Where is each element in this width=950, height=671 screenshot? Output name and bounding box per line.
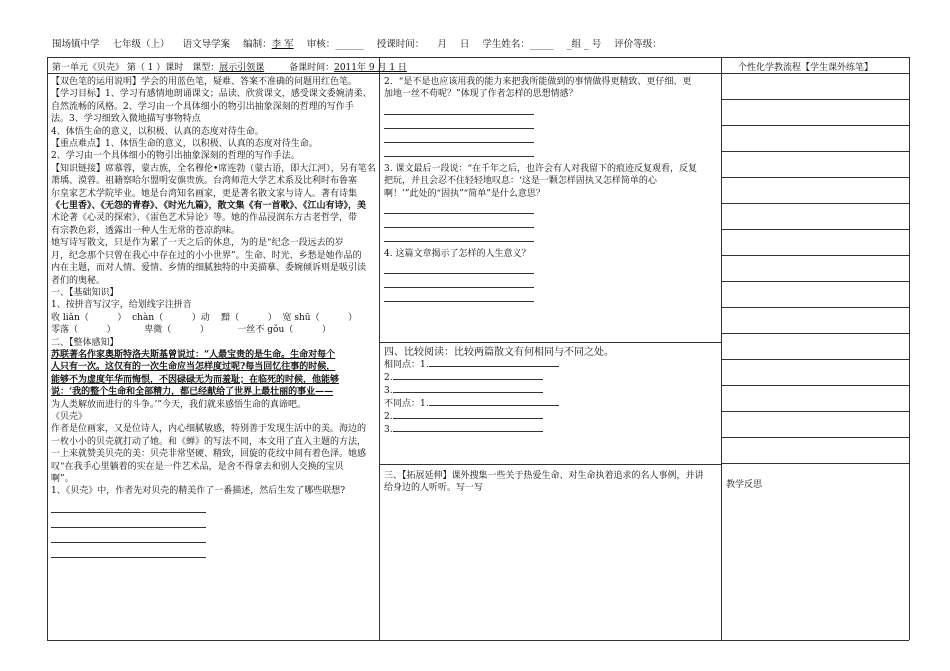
knowledge-line: 《七里香》、《无怨的青春》、《时光九篇》，散文集《有一首歌》、《江山有诗》，美 <box>51 201 367 212</box>
question-2: 加地一丝不苟呢？”体现了作者怎样的思想情感？ <box>384 89 578 100</box>
comparison-section <box>384 346 718 437</box>
answer-line[interactable] <box>384 200 534 214</box>
answer-line[interactable] <box>51 528 206 543</box>
page-header <box>52 36 672 50</box>
left-column <box>51 76 377 558</box>
reflection-area[interactable] <box>721 490 909 640</box>
author-line: 叹“在我手心里躺着的实在是一件艺术品，是舍不得拿去和别人交换的宝贝 <box>51 461 344 472</box>
knowledge-line: 有宗教色彩，透露出一种人生无常的苍凉韵味。 <box>51 225 241 236</box>
answer-line[interactable] <box>51 513 206 528</box>
section1-title: 一、【基础知识】 <box>51 287 119 298</box>
editor-name: 李 军 <box>271 39 294 50</box>
goals-line: 法。3、学习细致入微地描写事物特点 <box>51 114 201 125</box>
answer-line[interactable] <box>384 288 534 302</box>
author-line: 一枚小小的贝壳就打动了她。和《蝉》的写法不同，本文用了直入主题的方法， <box>51 436 367 447</box>
quote-line: 苏联著名作家奥斯特洛夫斯基曾说过：“人最宝贵的是生命。生命对每个 <box>51 349 336 360</box>
answer-line[interactable] <box>384 129 534 143</box>
answer-line[interactable] <box>51 498 206 513</box>
middle-column <box>384 76 718 302</box>
section4-title: 四、比较阅读：比较两篇散文有何相同与不同之处。 <box>384 347 614 358</box>
quote-line: 人只有一次。这仅有的一次生命应当怎样度过呢?每当回忆往事的时候， <box>51 362 336 373</box>
info-row <box>52 60 407 73</box>
question-4: 4. 这篇文章揭示了怎样的人生意义？ <box>384 249 531 260</box>
extension-section <box>384 470 718 495</box>
same-label: 相同点：1. <box>384 360 429 370</box>
pinyin-row[interactable]: 零落（ ） 卑微（ ） 一丝不 gǒu（ ） <box>51 325 331 336</box>
answer-line[interactable] <box>429 405 559 406</box>
item-2: 2. <box>384 412 393 422</box>
answer-line[interactable] <box>429 366 559 367</box>
goals-line: 4、体悟生命的意义，以积极、认真的态度对待生命。 <box>51 126 264 137</box>
knowledge-line: 内在主题，而对人情、爱情、乡情的细腻独特的中美描摹、委婉倾诉则是吸引读 <box>51 263 367 274</box>
knowledge-line: 者们的奥秘。 <box>51 275 106 286</box>
extension-line: 给身边的人听听。写一写 <box>384 483 484 494</box>
answer-line[interactable] <box>384 101 534 115</box>
knowledge-line: 萧瑀、漠蓉。祖籍察哈尔盟明安旗贵族。台湾师范大学艺术系及比利时布鲁塞 <box>51 176 358 187</box>
answer-line[interactable] <box>393 392 543 393</box>
knowledge-line: 术论著《心灵的探索》、《雷色艺术异论》等。她的作品浸润东方古老哲学，带 <box>51 213 358 224</box>
student-blank[interactable]: _____ <box>529 39 554 50</box>
pinyin-question: 1、按拼音写汉字，给划线字注拼音 <box>51 300 192 311</box>
knowledge-line: 她写诗写散文，只是作为累了一天之后的休息，为的是“纪念一段远去的岁 <box>51 238 344 249</box>
knowledge-line: 月，纪念那个只曾在我心中存在过的小小世界”。生命、时光、乡愁是她作品的 <box>51 250 362 261</box>
grade: 七年级（上） <box>112 39 170 50</box>
doc-type: 语文导学案 <box>182 39 231 50</box>
reviewer-label: 审核： <box>306 39 336 50</box>
answer-line[interactable] <box>393 431 543 432</box>
month-label: 月 <box>437 39 447 50</box>
eval-label: 评价等级： <box>614 39 662 50</box>
author-line: 一上来就赞美贝壳的美：贝壳非常坚硬、精致，回旋的花纹中间有着色泽。她感 <box>51 449 367 460</box>
quote-line: 说：‘我的整个生命和全部精力，都已经献给了世界上最壮丽的事业—— <box>51 387 334 398</box>
pinyin-row[interactable]: 收 liǎn（ ） chàn（ ）动 黯（ ） 宽 shū（ ） <box>51 312 358 323</box>
section2-title: 二、【整体感知】 <box>51 337 119 348</box>
quote-line: 能够不为虚度年华而悔恨，不因碌碌无为而羞耻；在临死的时候，他能够 <box>51 374 340 385</box>
type-label: 课型： <box>192 63 220 73</box>
question-3: 把玩，并且会忍不住轻轻地叹息：‘这是一颗怎样固执又怎样简单的心 <box>384 176 657 187</box>
class-time-label: 授课时间： <box>376 39 425 50</box>
answer-line[interactable] <box>384 143 534 157</box>
school-name: 围场镇中学 <box>52 39 100 50</box>
answer-line[interactable] <box>384 115 534 129</box>
unit-title: 第一单元《贝壳》 第（ 1 ）课时 <box>52 63 184 73</box>
book-title: 《贝壳》 <box>51 411 88 422</box>
type-value: 展示引领课 <box>219 63 265 73</box>
answer-line[interactable] <box>393 418 543 419</box>
editor-label: 编制： <box>243 39 272 50</box>
question-3: 啊！’”此处的“固执”“简单”是什么意思？ <box>384 188 545 199</box>
answer-line[interactable] <box>51 543 206 558</box>
prep-value: 2011年 9 月 1 日 <box>334 63 407 73</box>
answer-line[interactable] <box>393 379 543 380</box>
focus-line: 2、学习由一个具体细小的物引出抽象深刻的哲理的写作手法。 <box>51 151 300 162</box>
right-column-header: 个性化学教流程【学生课外练笔】 <box>738 63 874 73</box>
item-2: 2. <box>384 373 393 383</box>
group-field[interactable]: _组 _ 号 <box>566 39 602 50</box>
knowledge-line: 【知识链接】席慕蓉，蒙古族，全名穆伦•席连勃（蒙古语，即大江河），另有笔名 <box>51 163 376 174</box>
student-label: 学生姓名： <box>482 39 530 50</box>
answer-line[interactable] <box>384 214 534 228</box>
question-1: 1、《贝壳》中，作者先对贝壳的精美作了一番描述，然后生发了哪些联想? <box>51 486 346 497</box>
question-2: 2．“是不是也应该用我的能力来把我所能做到的事情做得更精致、更仔细、更 <box>384 77 692 87</box>
prep-label: 备课时间： <box>289 63 335 73</box>
answer-line[interactable] <box>384 260 534 274</box>
question-3: 3. 课文最后一段说：“在千年之后，也许会有人对我留下的痕迹反复观看，反复 <box>384 163 698 174</box>
item-3: 3. <box>384 386 393 396</box>
usage-note: 【双色笔的运用说明】学会的用蓝色笔，疑难、答案不准确的问题用红色笔。 <box>51 77 358 87</box>
quote-line: 为人类解放而进行的斗争。’”今天，我们就来感悟生命的真谛吧。 <box>51 399 306 410</box>
focus-line: 【重点难点】1、体悟生命的意义，以积极、认真的态度对待生命。 <box>51 139 318 150</box>
knowledge-line: 尔皇家艺术学院毕业。她是台湾知名画家，更是著名散文家与诗人。著有诗集 <box>51 188 358 199</box>
item-3: 3. <box>384 425 393 435</box>
author-line: 啊”。 <box>51 474 74 484</box>
answer-line[interactable] <box>384 228 534 242</box>
reviewer-blank[interactable]: ______ <box>335 39 364 50</box>
extension-line: 三、【拓展延伸】课外搜集一些关于热爱生命、对生命执着追求的名人事例，并讲 <box>384 471 704 481</box>
day-label: 日 <box>459 39 470 50</box>
answer-line[interactable] <box>384 274 534 288</box>
author-line: 作者是位画家，又是位诗人，内心细腻敏感，特别善于发现生活中的美。海边的 <box>51 424 367 435</box>
goals-line: 自然流畅的风格。2、学习由一个具体细小的物引出抽象深刻的哲理的写作手 <box>51 101 354 112</box>
diff-label: 不同点：1. <box>384 399 429 409</box>
teaching-reflection-label: 教学反思 <box>726 480 763 490</box>
goals-line: 【学习目标】1、学习有感情地朗诵课文；品读、欣赏课文，感受课文委婉清柔、 <box>51 89 372 100</box>
